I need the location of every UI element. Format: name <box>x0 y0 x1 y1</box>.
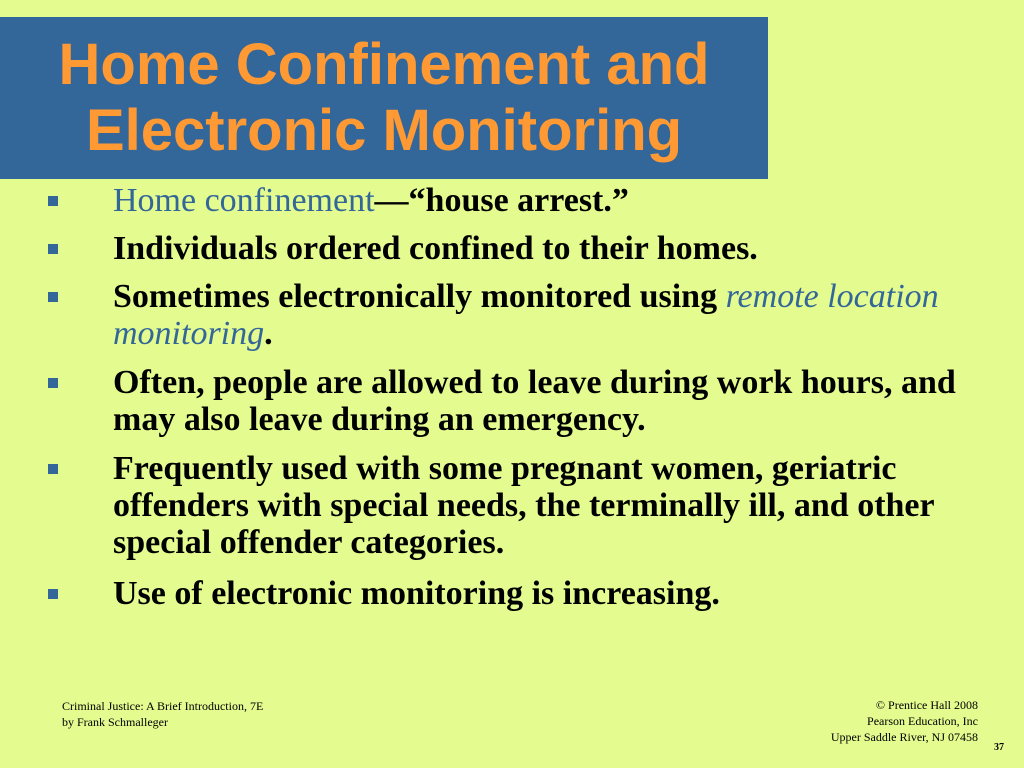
bullet-marker-icon <box>48 292 58 302</box>
bullet-text: Individuals ordered confined to their homes. <box>113 230 758 267</box>
title-line-1: Home Confinement and <box>58 32 710 97</box>
term-home-confinement: Home confinement <box>113 182 375 219</box>
bullet-text <box>113 278 1008 352</box>
footer-publisher: Pearson Education, Inc <box>867 714 978 728</box>
page-number: 37 <box>994 742 1004 753</box>
bullet-marker-icon <box>48 378 58 388</box>
bullet-marker-icon <box>48 464 58 474</box>
bullet-text <box>113 182 1008 219</box>
footer-author: by Frank Schmalleger <box>62 715 168 729</box>
bullet-text-end: . <box>264 315 273 352</box>
footer-right <box>831 697 978 745</box>
bullet-text: Frequently used with some pregnant women, geriatric offenders with special needs, the terminally ill, and other special offender categories. <box>113 450 934 561</box>
title-box <box>0 17 768 179</box>
bullet-marker-icon <box>48 589 58 599</box>
slide-title <box>0 17 768 179</box>
bullet-text-lead: Sometimes electronically monitored using <box>113 278 726 315</box>
footer-book-title: Criminal Justice: A Brief Introduction, 7E <box>62 699 264 713</box>
bullet-text: Use of electronic monitoring is increasing. <box>113 575 720 612</box>
bullet-marker-icon <box>48 196 58 206</box>
footer-copyright: © Prentice Hall 2008 <box>875 698 978 712</box>
term-remote-location-monitoring: remote location monitoring <box>113 278 939 352</box>
bullet-text-rest: —“house arrest.” <box>374 182 629 219</box>
footer-left <box>62 698 263 730</box>
bullet-marker-icon <box>48 244 58 254</box>
footer-address: Upper Saddle River, NJ 07458 <box>830 730 978 744</box>
title-line-2: Electronic Monitoring <box>85 98 683 163</box>
bullet-text: Often, people are allowed to leave during work hours, and may also leave during an emergency. <box>113 364 956 438</box>
